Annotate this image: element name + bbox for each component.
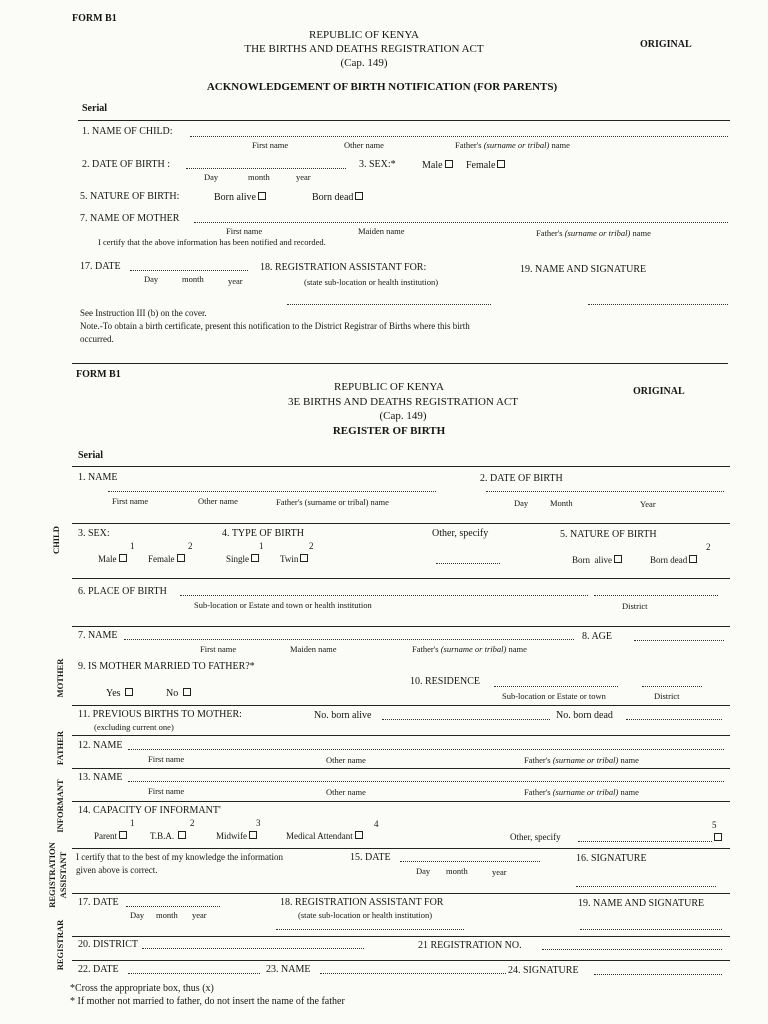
- first-name-caption: First name: [148, 786, 185, 796]
- born-dead-checkbox[interactable]: [689, 555, 697, 563]
- side-label-registrar: REGISTRAR: [54, 919, 65, 971]
- fathers-name-caption: Father's (surname or tribal) name: [536, 228, 651, 238]
- certify-line-1: I certify that to the best of my knowledge the information: [76, 852, 283, 862]
- born-dead-option[interactable]: Born dead: [312, 192, 363, 203]
- footnote-1: *Cross the appropriate box, thus (x): [70, 983, 214, 994]
- option-number: 2: [190, 818, 195, 828]
- district-caption: District: [622, 601, 648, 611]
- first-name-caption: First name: [226, 226, 263, 236]
- divider: [72, 578, 730, 579]
- reg-dob-label: 2. DATE OF BIRTH: [480, 473, 563, 484]
- single-checkbox[interactable]: [251, 554, 259, 562]
- district-20-field[interactable]: [142, 948, 364, 949]
- cap-heading: (Cap. 149): [340, 57, 388, 69]
- first-name-caption: First name: [252, 140, 289, 150]
- informant-name-field[interactable]: [128, 781, 724, 782]
- form-label: FORM B1: [76, 369, 121, 380]
- born-dead-option[interactable]: Born dead: [650, 555, 697, 565]
- side-label-informant: INFORMANT: [54, 779, 65, 833]
- no-born-alive-label: No. born alive: [314, 710, 372, 721]
- divider: [78, 120, 730, 121]
- date-17-label: 17. DATE: [80, 261, 121, 272]
- date-17-field[interactable]: [130, 270, 248, 271]
- single-option[interactable]: Single: [226, 554, 259, 564]
- name-of-mother-field[interactable]: [194, 222, 728, 223]
- born-alive-checkbox[interactable]: [614, 555, 622, 563]
- other-name-caption: Other name: [326, 787, 366, 797]
- cap-heading: (Cap. 149): [379, 410, 427, 422]
- first-name-caption: First name: [112, 496, 149, 506]
- date-17-field[interactable]: [126, 906, 220, 907]
- residence-district-field[interactable]: [642, 686, 702, 687]
- district-20-label: 20. DISTRICT: [78, 939, 138, 950]
- divider: [72, 626, 730, 627]
- signature-24-field[interactable]: [594, 974, 722, 975]
- type-of-birth-label: 4. TYPE OF BIRTH: [222, 528, 305, 539]
- see-instruction: See Instruction III (b) on the cover.: [80, 308, 207, 318]
- nature-of-birth-label: 5. NATURE OF BIRTH:: [80, 191, 180, 202]
- fathers-name-caption: Father's (surname or tribal) name: [455, 140, 570, 150]
- ack-title: ACKNOWLEDGEMENT OF BIRTH NOTIFICATION (FOR PARENTS): [206, 81, 558, 93]
- signature-24-label: 24. SIGNATURE: [508, 965, 579, 976]
- month-caption: month: [156, 910, 178, 920]
- signature-16-field[interactable]: [576, 886, 716, 887]
- year-caption: year: [192, 910, 207, 920]
- divider: [72, 893, 730, 894]
- reg-name-label: 1. NAME: [78, 472, 118, 483]
- residence-label: 10. RESIDENCE: [410, 676, 480, 687]
- name-signature-label: 19. NAME AND SIGNATURE: [520, 264, 647, 275]
- capacity-label: 14. CAPACITY OF INFORMANT': [78, 805, 221, 816]
- name-signature-field[interactable]: [588, 304, 728, 305]
- reg-dob-field[interactable]: [486, 491, 724, 492]
- name-23-field[interactable]: [320, 973, 506, 974]
- option-number: 2: [188, 541, 193, 551]
- mother-name-label: 7. NAME: [78, 630, 118, 641]
- reg-assistant-field[interactable]: [276, 929, 464, 930]
- first-name-caption: First name: [200, 644, 237, 654]
- month-caption: month: [248, 172, 270, 182]
- yes-checkbox[interactable]: [125, 688, 133, 696]
- date-22-field[interactable]: [128, 973, 260, 974]
- option-number: 3: [256, 818, 261, 828]
- other-specify-label: Other, specify: [432, 528, 489, 539]
- reg-sex-label: 3. SEX:: [78, 528, 110, 539]
- sex-label: 3. SEX:*: [359, 159, 396, 170]
- place-caption: Sub-location or Estate and town or health institution: [194, 600, 372, 610]
- side-label-father: FATHER: [54, 730, 65, 766]
- day-caption: Day: [144, 274, 159, 284]
- residence-caption: Sub-location or Estate or town: [502, 691, 606, 701]
- option-number: 5: [712, 820, 717, 830]
- divider: [72, 768, 730, 769]
- divider: [72, 735, 730, 736]
- no-born-alive-field[interactable]: [382, 719, 550, 720]
- born-alive-option[interactable]: Born alive: [572, 555, 622, 565]
- name-of-child-label: 1. NAME OF CHILD:: [82, 126, 173, 137]
- born-alive-option[interactable]: Born alive: [214, 192, 266, 203]
- reg-assistant-caption: (state sub-location or health institution): [304, 277, 439, 287]
- date-15-field[interactable]: [400, 861, 540, 862]
- male-option[interactable]: Male: [422, 160, 453, 171]
- registration-no-label: 21 REGISTRATION NO.: [418, 940, 522, 951]
- age-label: 8. AGE: [582, 631, 612, 642]
- date-17-label: 17. DATE: [78, 897, 119, 908]
- footnote-2: * If mother not married to father, do not insert the name of the father: [70, 996, 345, 1007]
- male-checkbox[interactable]: [445, 160, 453, 168]
- divider: [72, 936, 730, 937]
- year-caption: year: [228, 276, 243, 286]
- republic-heading: REPUBLIC OF KENYA: [333, 381, 445, 393]
- option-number: 1: [130, 818, 135, 828]
- month-caption: Month: [550, 498, 573, 508]
- other-specify-field[interactable]: [436, 563, 500, 564]
- day-caption: Day: [416, 866, 431, 876]
- divider: [72, 848, 730, 849]
- age-field[interactable]: [634, 640, 724, 641]
- maiden-name-caption: Maiden name: [358, 226, 405, 236]
- no-born-dead-label: No. born dead: [556, 710, 613, 721]
- excluding-caption: (excluding current one): [94, 722, 174, 732]
- other-checkbox[interactable]: [714, 833, 722, 841]
- serial-label: Serial: [82, 103, 107, 114]
- first-name-caption: First name: [148, 754, 185, 764]
- place-district-field[interactable]: [594, 595, 718, 596]
- twin-option[interactable]: Twin: [280, 554, 308, 564]
- midwife-checkbox[interactable]: [249, 831, 257, 839]
- divider: [72, 705, 730, 706]
- side-label-registration: REGISTRATION: [46, 842, 57, 908]
- note-line-1: Note.-To obtain a birth certificate, present this notification to the District Registrar of Births where this birth: [80, 321, 470, 331]
- female-checkbox[interactable]: [497, 160, 505, 168]
- born-dead-checkbox[interactable]: [355, 192, 363, 200]
- option-number: 2: [309, 541, 314, 551]
- month-caption: month: [446, 866, 468, 876]
- date-15-label: 15. DATE: [350, 852, 391, 863]
- name-of-child-field[interactable]: [190, 136, 728, 137]
- reg-assistant-field[interactable]: [287, 304, 491, 305]
- reg-nature-label: 5. NATURE OF BIRTH: [560, 529, 657, 540]
- previous-births-label: 11. PREVIOUS BIRTHS TO MOTHER:: [78, 709, 242, 720]
- tba-option[interactable]: T.B.A.: [150, 831, 186, 841]
- act-heading: THE BIRTHS AND DEATHS REGISTRATION ACT: [244, 43, 484, 55]
- district-caption: District: [654, 691, 680, 701]
- option-number: 1: [130, 541, 135, 551]
- place-of-birth-label: 6. PLACE OF BIRTH: [78, 586, 167, 597]
- tba-checkbox[interactable]: [178, 831, 186, 839]
- married-question: 9. IS MOTHER MARRIED TO FATHER?*: [78, 661, 255, 672]
- side-label-mother: MOTHER: [54, 658, 65, 698]
- reg-assistant-for-label: 18. REGISTRATION ASSISTANT FOR: [280, 897, 444, 908]
- midwife-option[interactable]: Midwife: [216, 831, 257, 841]
- signature-16-label: 16. SIGNATURE: [576, 853, 647, 864]
- reg-assistant-caption: (state sub-location or health institution): [298, 910, 433, 920]
- date-of-birth-label: 2. DATE OF BIRTH :: [82, 159, 171, 170]
- year-caption: Year: [640, 499, 656, 509]
- original-label: ORIGINAL: [633, 386, 685, 397]
- serial-label: Serial: [78, 450, 103, 461]
- fathers-name-caption: Father's (surname or tribal) name: [524, 755, 639, 765]
- certify-line-2: given above is correct.: [76, 865, 158, 875]
- informant-other-field[interactable]: [578, 841, 712, 842]
- year-caption: year: [492, 867, 507, 877]
- no-option[interactable]: No: [166, 688, 191, 699]
- year-caption: year: [296, 172, 311, 182]
- name-23-label: 23. NAME: [266, 964, 311, 975]
- other-name-caption: Other name: [198, 496, 238, 506]
- fathers-name-caption: Father's (surname or tribal) name: [524, 787, 639, 797]
- date-22-label: 22. DATE: [78, 964, 119, 975]
- month-caption: month: [182, 274, 204, 284]
- republic-heading: REPUBLIC OF KENYA: [308, 29, 420, 41]
- original-label: ORIGINAL: [640, 39, 692, 50]
- day-caption: Day: [204, 172, 219, 182]
- registration-no-field[interactable]: [542, 949, 722, 950]
- act-heading: 3E BIRTHS AND DEATHS REGISTRATION ACT: [287, 396, 519, 408]
- other-specify-option[interactable]: Other, specify: [510, 832, 561, 842]
- no-born-dead-field[interactable]: [626, 719, 722, 720]
- side-label-child: CHILD: [50, 526, 61, 554]
- option-number: 4: [374, 819, 379, 829]
- female-option[interactable]: Female: [466, 160, 505, 171]
- divider: [72, 960, 730, 961]
- maiden-name-caption: Maiden name: [290, 644, 337, 654]
- section-divider: [72, 363, 728, 364]
- divider: [72, 466, 730, 467]
- reg-male-option[interactable]: Male: [98, 554, 127, 564]
- place-of-birth-field[interactable]: [180, 595, 588, 596]
- day-caption: Day: [514, 498, 529, 508]
- reg-female-option[interactable]: Female: [148, 554, 185, 564]
- option-number: 1: [259, 541, 264, 551]
- divider: [72, 523, 730, 524]
- option-number: 2: [706, 542, 711, 552]
- other-name-caption: Other name: [326, 755, 366, 765]
- side-label-assistant: ASSISTANT: [57, 851, 68, 899]
- reg-name-field[interactable]: [108, 491, 436, 492]
- register-title: REGISTER OF BIRTH: [332, 425, 446, 437]
- divider: [72, 801, 730, 802]
- twin-checkbox[interactable]: [300, 554, 308, 562]
- medical-attendant-checkbox[interactable]: [355, 831, 363, 839]
- father-name-field[interactable]: [128, 749, 724, 750]
- mother-name-field[interactable]: [124, 639, 574, 640]
- informant-name-label: 13. NAME: [78, 772, 123, 783]
- parent-checkbox[interactable]: [119, 831, 127, 839]
- name-signature-field[interactable]: [580, 929, 722, 930]
- father-name-label: 12. NAME: [78, 740, 123, 751]
- female-checkbox[interactable]: [177, 554, 185, 562]
- certify-statement: I certify that the above information has been notified and recorded.: [98, 237, 326, 247]
- yes-option[interactable]: Yes: [106, 688, 133, 699]
- note-line-2: occurred.: [80, 334, 114, 344]
- born-alive-checkbox[interactable]: [258, 192, 266, 200]
- other-name-caption: Other name: [344, 140, 384, 150]
- reg-assistant-label: 18. REGISTRATION ASSISTANT FOR:: [260, 262, 427, 273]
- date-of-birth-field[interactable]: [186, 168, 346, 169]
- male-checkbox[interactable]: [119, 554, 127, 562]
- medical-attendant-option[interactable]: Medical Attendant: [286, 831, 363, 841]
- fathers-name-caption: Father's (surname or tribal) name: [276, 497, 389, 507]
- residence-field[interactable]: [494, 686, 618, 687]
- parent-option[interactable]: Parent: [94, 831, 127, 841]
- name-of-mother-label: 7. NAME OF MOTHER: [80, 213, 180, 224]
- form-label: FORM B1: [72, 13, 117, 24]
- fathers-name-caption: Father's (surname or tribal) name: [412, 644, 527, 654]
- name-signature-label: 19. NAME AND SIGNATURE: [578, 898, 705, 909]
- day-caption: Day: [130, 910, 145, 920]
- no-checkbox[interactable]: [183, 688, 191, 696]
